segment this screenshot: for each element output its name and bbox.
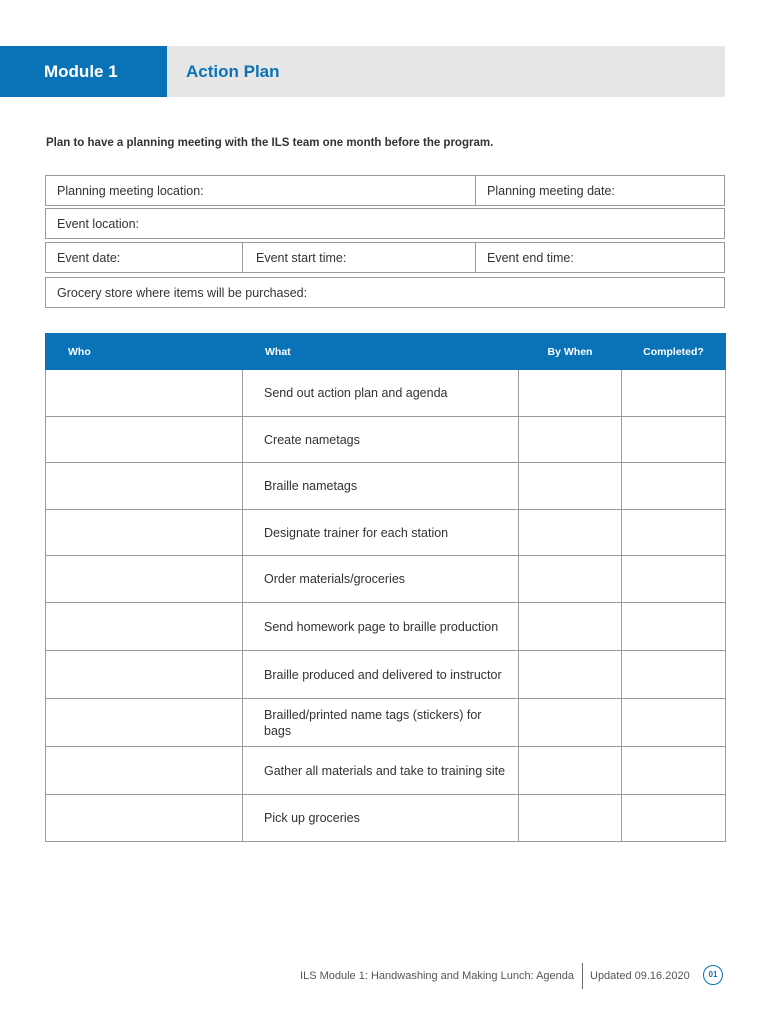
completed-cell[interactable] xyxy=(622,463,726,510)
what-cell: Pick up groceries xyxy=(243,795,519,842)
who-cell[interactable] xyxy=(46,370,243,417)
table-row xyxy=(46,699,726,747)
table-row xyxy=(46,603,726,651)
event-date-field[interactable] xyxy=(45,242,243,273)
col-header-what: What xyxy=(243,334,519,370)
by-when-cell[interactable] xyxy=(519,603,622,651)
who-cell[interactable] xyxy=(46,463,243,510)
event-start-field[interactable] xyxy=(242,242,476,273)
who-cell[interactable] xyxy=(46,651,243,699)
footer-divider xyxy=(582,963,583,989)
by-when-cell[interactable] xyxy=(519,370,622,417)
completed-cell[interactable] xyxy=(622,747,726,795)
what-cell: Braille produced and delivered to instructor xyxy=(243,651,519,699)
planning-date-label: Planning meeting date: xyxy=(487,184,615,198)
by-when-cell[interactable] xyxy=(519,651,622,699)
module-label: Module 1 xyxy=(0,46,167,97)
page-title: Action Plan xyxy=(186,62,280,81)
footer-title: ILS Module 1: Handwashing and Making Lunch: Agenda xyxy=(300,970,574,982)
table-row xyxy=(46,795,726,842)
what-cell: Brailled/printed name tags (stickers) for bags xyxy=(243,699,519,747)
planning-location-label: Planning meeting location: xyxy=(57,184,204,198)
planning-date-field[interactable] xyxy=(475,175,725,206)
col-header-who: Who xyxy=(46,334,243,370)
action-plan-table xyxy=(45,333,726,842)
who-cell[interactable] xyxy=(46,603,243,651)
intro-text: Plan to have a planning meeting with the ILS team one month before the program. xyxy=(46,137,494,149)
event-date-label: Event date: xyxy=(57,251,121,265)
table-row xyxy=(46,651,726,699)
by-when-cell[interactable] xyxy=(519,463,622,510)
col-header-completed: Completed? xyxy=(622,334,726,370)
completed-cell[interactable] xyxy=(622,795,726,842)
event-start-label: Event start time: xyxy=(256,251,347,265)
table-header-row xyxy=(46,334,726,370)
who-cell[interactable] xyxy=(46,417,243,463)
what-cell: Create nametags xyxy=(243,417,519,463)
what-cell: Order materials/groceries xyxy=(243,556,519,603)
completed-cell[interactable] xyxy=(622,417,726,463)
completed-cell[interactable] xyxy=(622,370,726,417)
what-cell: Braille nametags xyxy=(243,463,519,510)
by-when-cell[interactable] xyxy=(519,417,622,463)
page-number: 01 xyxy=(703,965,723,985)
by-when-cell[interactable] xyxy=(519,510,622,556)
who-cell[interactable] xyxy=(46,510,243,556)
completed-cell[interactable] xyxy=(622,603,726,651)
completed-cell[interactable] xyxy=(622,699,726,747)
table-row xyxy=(46,747,726,795)
col-header-by-when: By When xyxy=(519,334,622,370)
event-end-label: Event end time: xyxy=(487,251,574,265)
event-location-field[interactable] xyxy=(45,208,725,239)
who-cell[interactable] xyxy=(46,556,243,603)
by-when-cell[interactable] xyxy=(519,556,622,603)
grocery-store-label: Grocery store where items will be purchased: xyxy=(57,286,308,300)
by-when-cell[interactable] xyxy=(519,747,622,795)
who-cell[interactable] xyxy=(46,795,243,842)
what-cell: Gather all materials and take to training site xyxy=(243,747,519,795)
what-cell: Send out action plan and agenda xyxy=(243,370,519,417)
completed-cell[interactable] xyxy=(622,556,726,603)
page-footer xyxy=(0,963,770,991)
event-end-field[interactable] xyxy=(475,242,725,273)
planning-location-field[interactable] xyxy=(45,175,476,206)
table-row xyxy=(46,370,726,417)
completed-cell[interactable] xyxy=(622,510,726,556)
who-cell[interactable] xyxy=(46,699,243,747)
footer-updated: Updated 09.16.2020 xyxy=(590,970,690,982)
by-when-cell[interactable] xyxy=(519,699,622,747)
table-row xyxy=(46,463,726,510)
table-row xyxy=(46,510,726,556)
by-when-cell[interactable] xyxy=(519,795,622,842)
table-row xyxy=(46,556,726,603)
event-location-label: Event location: xyxy=(57,217,139,231)
what-cell: Designate trainer for each station xyxy=(243,510,519,556)
what-cell: Send homework page to braille production xyxy=(243,603,519,651)
who-cell[interactable] xyxy=(46,747,243,795)
completed-cell[interactable] xyxy=(622,651,726,699)
grocery-store-field[interactable] xyxy=(45,277,725,308)
table-row xyxy=(46,417,726,463)
page-header xyxy=(0,46,725,97)
